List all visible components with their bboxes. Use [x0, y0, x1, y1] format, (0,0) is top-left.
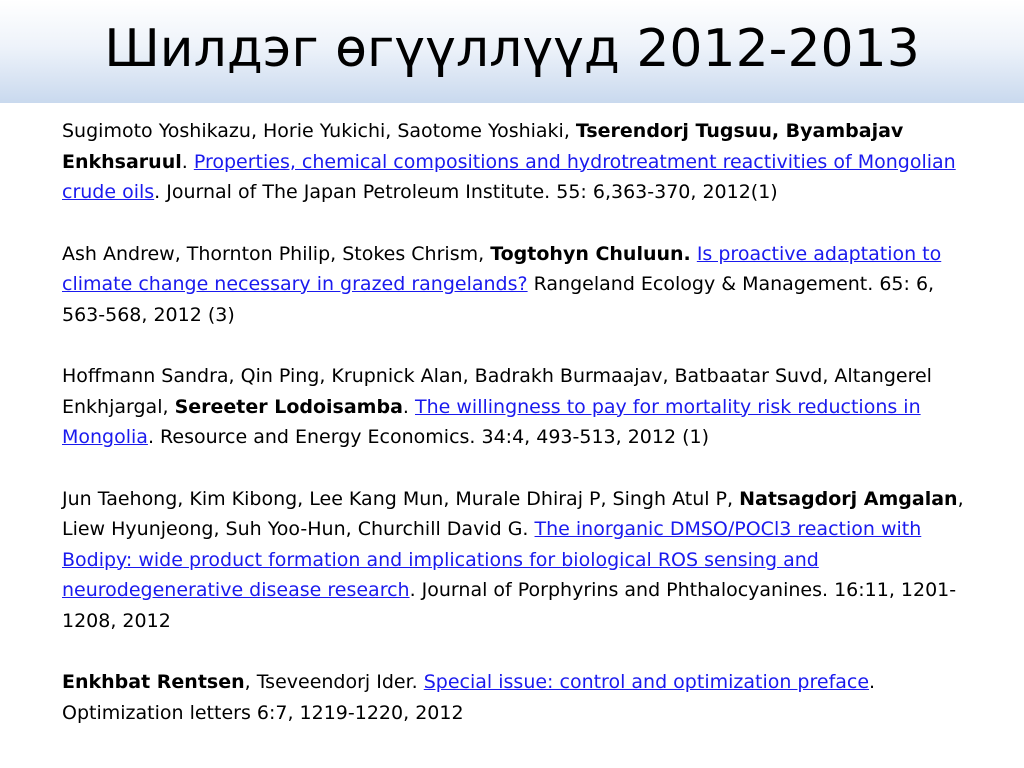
reference-authors: Hoffmann Sandra, Qin Ping, Krupnick Alan, Badrakh Burmaajav, Batbaatar Suvd, Altangerel Enkhjargal, — [62, 365, 932, 418]
reference-separator: . — [402, 395, 415, 418]
reference-citation: Rangeland Ecology & Management. 65: 6, 563-568, 2012 (3) — [62, 273, 935, 326]
reference-title-link[interactable]: The inorganic DMSO/POCl3 reaction with Bodipy: wide product formation and implications for biological ROS sensing and neurodegenerative disease research — [62, 518, 922, 601]
reference-highlighted-authors: Enkhbat Rentsen — [62, 671, 245, 693]
references-list — [62, 116, 982, 759]
reference-item — [62, 361, 982, 453]
reference-title-link[interactable]: Is proactive adaptation to climate change necessary in grazed rangelands? — [62, 242, 942, 295]
reference-citation: . Journal of Porphyrins and Phthalocyanines. 16:11, 1201-1208, 2012 — [62, 579, 957, 632]
reference-title-link[interactable]: Special issue: control and optimization preface — [423, 671, 870, 693]
reference-separator: , Liew Hyunjeong, Suh Yoo-Hun, Churchill David G. — [62, 487, 964, 540]
reference-authors: Sugimoto Yoshikazu, Horie Yukichi, Saotome Yoshiaki, — [62, 120, 576, 142]
reference-title-link[interactable]: The willingness to pay for mortality risk reductions in Mongolia — [62, 395, 921, 448]
slide-title: Шилдэг өгүүллүүд 2012-2013 — [104, 19, 920, 79]
reference-citation: . Optimization letters 6:7, 1219-1220, 2012 — [62, 671, 876, 724]
reference-citation: . Journal of The Japan Petroleum Institute. 55: 6,363-370, 2012(1) — [154, 181, 778, 203]
reference-highlighted-authors: Natsagdorj Amgalan — [739, 487, 958, 510]
reference-highlighted-authors: Tserendorj Tugsuu, Byambajav Enkhsaruul — [62, 120, 904, 173]
reference-authors: Ash Andrew, Thornton Philip, Stokes Chrism, — [62, 242, 491, 265]
reference-authors: Jun Taehong, Kim Kibong, Lee Kang Mun, Murale Dhiraj P, Singh Atul P, — [62, 487, 740, 510]
reference-item — [62, 484, 982, 637]
reference-item — [62, 239, 982, 331]
reference-citation: . Resource and Energy Economics. 34:4, 493-513, 2012 (1) — [147, 426, 710, 448]
reference-separator: , Tseveendorj Ider. — [244, 671, 424, 693]
reference-highlighted-authors: Togtohyn Chuluun. — [490, 242, 691, 265]
reference-title-link[interactable]: Properties, chemical compositions and hydrotreatment reactivities of Mongolian crude oils — [62, 150, 956, 203]
reference-item — [62, 116, 982, 208]
reference-separator: . — [181, 150, 194, 173]
reference-highlighted-authors: Sereeter Lodoisamba — [174, 395, 403, 418]
reference-item — [62, 667, 982, 728]
title-bar — [0, 0, 1024, 103]
